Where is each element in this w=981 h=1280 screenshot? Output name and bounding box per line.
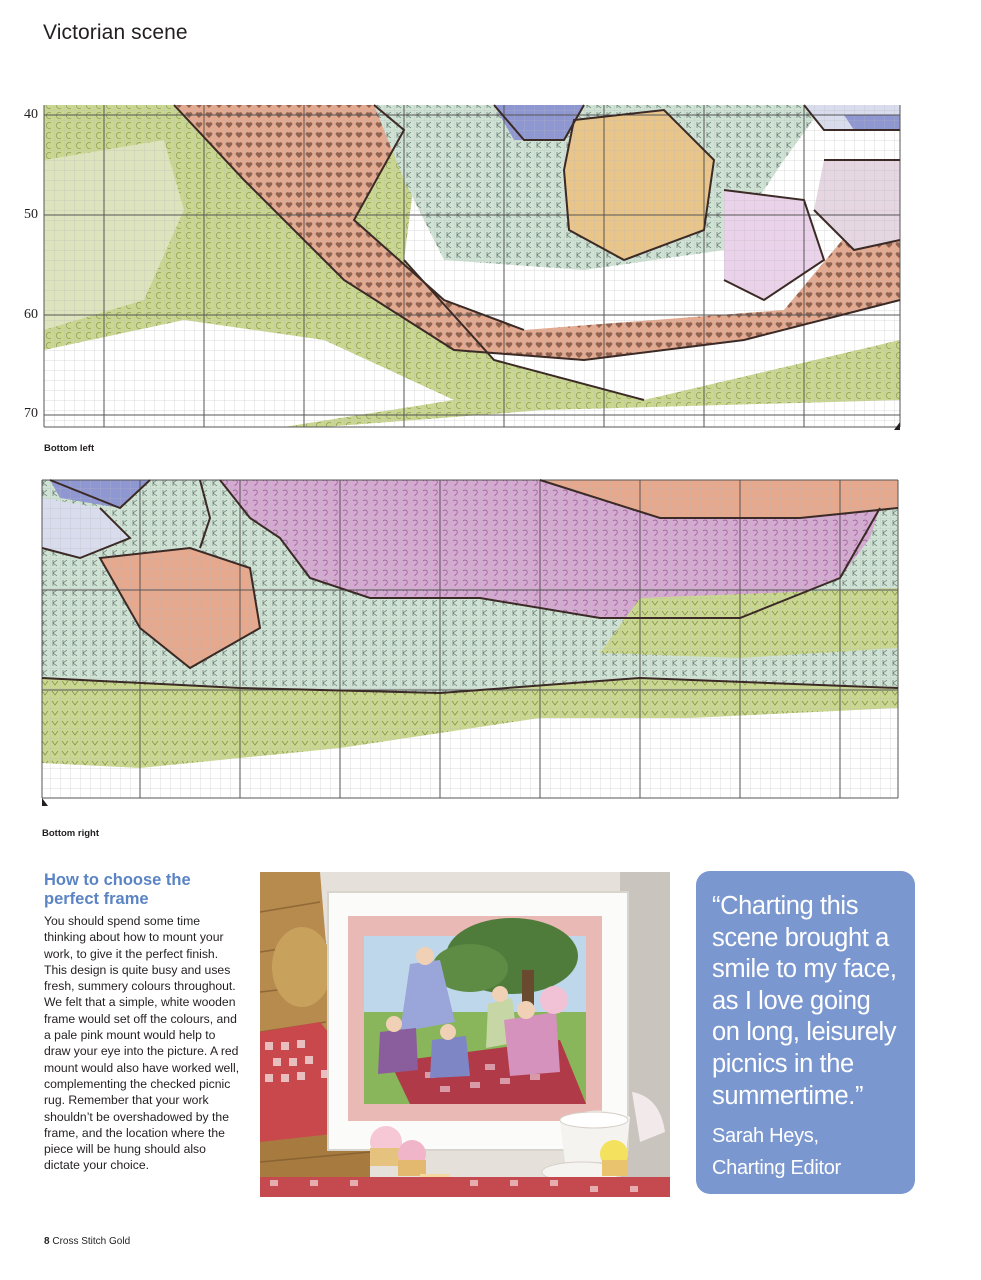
quote-text: “Charting this scene brought a smile to my face, as I love going on long, leisurely picnics in the summertime.” xyxy=(712,892,897,1110)
page-footer xyxy=(44,1236,130,1247)
chart-bottom-left-graphic xyxy=(24,100,904,436)
row-number-70: 70 xyxy=(24,406,38,421)
chart-bottom-right-graphic xyxy=(40,478,902,808)
framed-picture-photo xyxy=(260,872,670,1197)
cross-stitch-chart-bottom-right xyxy=(40,478,902,808)
publication-name: Cross Stitch Gold xyxy=(52,1236,131,1247)
page-number: 8 xyxy=(44,1236,50,1247)
article-heading: How to choose the perfect frame xyxy=(44,871,191,908)
quote-author-name: Sarah Heys, xyxy=(712,1125,819,1148)
editor-quote-box xyxy=(696,871,915,1194)
chart-caption-bottom-right: Bottom right xyxy=(42,828,99,839)
row-number-50: 50 xyxy=(24,207,38,222)
article-body: You should spend some time thinking about how to mount your work, to give it the perfect finish. This design is quite busy and uses fresh, summery colours throughout. We felt that a simple, white wooden frame would set off the colours, and a pale pink mount would help to draw your eye into the picture. A red mount would also have worked well, complementing the checked picnic rug. Remember that your work shouldn’t be overshadowed by the frame, and the location where the piece will be hung should also dictate your choice. xyxy=(44,914,240,1173)
framed-picture-illustration xyxy=(260,872,670,1197)
frame-advice-article xyxy=(44,871,244,1174)
page-title: Victorian scene xyxy=(43,21,188,44)
row-number-60: 60 xyxy=(24,307,38,322)
chart-caption-bottom-left: Bottom left xyxy=(44,443,95,454)
cross-stitch-chart-bottom-left xyxy=(24,100,904,436)
row-number-40: 40 xyxy=(24,107,38,122)
quote-author-role: Charting Editor xyxy=(712,1157,841,1180)
